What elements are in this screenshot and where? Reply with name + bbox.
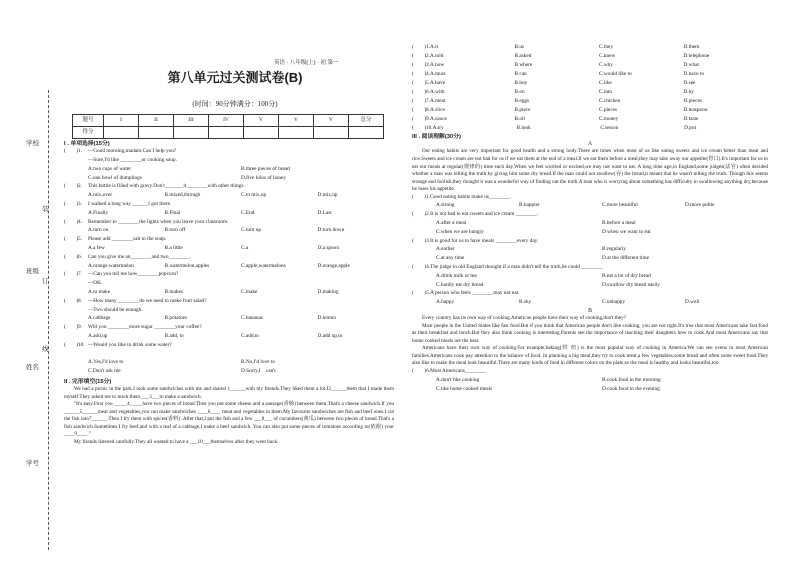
- question-number: 7.: [78, 271, 82, 278]
- answer-option[interactable]: B.three pieces of bread: [241, 165, 290, 172]
- answer-paren[interactable]: ( ): [412, 44, 427, 50]
- score-header-cell: II: [139, 115, 174, 127]
- answer-option[interactable]: D.at the different time: [602, 255, 649, 262]
- score-cell[interactable]: [244, 127, 279, 139]
- question-stem: —Good morning,madam.Can I help you?: [88, 148, 177, 155]
- answer-paren[interactable]: [64, 280, 78, 289]
- answer-option[interactable]: D.them: [683, 44, 700, 50]
- answer-option[interactable]: D.pieces: [683, 98, 702, 104]
- question-stem: I walked a long way ______I got there.: [88, 201, 172, 208]
- option-row: [64, 166, 394, 175]
- answer-option[interactable]: C.into: [598, 89, 613, 95]
- answer-option[interactable]: C.apple,watermelons: [241, 262, 286, 269]
- answer-option[interactable]: A.a few: [88, 245, 105, 251]
- answer-option[interactable]: A.try: [432, 125, 444, 131]
- answer-option[interactable]: B.before a meal: [602, 220, 636, 227]
- passage-b-label: B: [588, 308, 592, 315]
- right-column: [412, 44, 768, 394]
- answer-paren[interactable]: ( ): [412, 116, 427, 122]
- answer-option[interactable]: C.turn up: [241, 227, 262, 234]
- answer-paren[interactable]: ( ): [64, 218, 79, 225]
- answer-option[interactable]: B.where: [514, 62, 533, 68]
- answer-option[interactable]: D.mix,up: [317, 192, 338, 199]
- question-stem: [88, 351, 394, 360]
- question-stem: —Sure,I'd like ________or cooking soup.: [88, 157, 177, 164]
- option-row: [64, 263, 394, 272]
- question-row: [64, 219, 394, 228]
- answer-option[interactable]: C.unhappy: [602, 299, 626, 306]
- question-number: 5.: [78, 236, 82, 243]
- cloze-paragraph: My friends listened carefully.They all wanted to have a ___10___themselves after they went back.: [74, 438, 279, 445]
- answer-option[interactable]: A.Yes,I'd love to: [88, 359, 124, 366]
- question-number: 7.: [426, 98, 430, 104]
- answer-option[interactable]: B.shy: [519, 299, 532, 306]
- score-cell[interactable]: [349, 127, 384, 139]
- answer-option[interactable]: B.piece: [514, 107, 531, 113]
- answer-option[interactable]: C.knew: [598, 53, 616, 59]
- binding-label-name: 姓名: [26, 364, 39, 371]
- answer-option[interactable]: A.sauce: [429, 116, 447, 122]
- answer-option[interactable]: A.how: [429, 62, 445, 68]
- option-row: [412, 202, 768, 211]
- answer-option[interactable]: D.add up,to: [317, 332, 343, 339]
- answer-option[interactable]: C.like: [598, 80, 612, 86]
- question-number: 9.: [426, 116, 430, 122]
- answer-option[interactable]: A.earlier: [436, 246, 455, 253]
- question-row: [64, 324, 394, 333]
- answer-option[interactable]: D.cook food in the evening: [602, 385, 660, 392]
- reading-question: ( )4.The judge in old England thought if a man didn't tell the truth,he could ________: [412, 264, 603, 271]
- answer-paren[interactable]: ( ): [64, 183, 79, 190]
- passage-b-questions: [412, 368, 768, 394]
- answer-option[interactable]: D.by: [683, 89, 694, 95]
- answer-paren[interactable]: ( ): [64, 201, 79, 208]
- answer-paren[interactable]: ( ): [412, 53, 427, 59]
- option-row: [64, 359, 394, 368]
- answer-option[interactable]: B.eggs: [514, 98, 530, 104]
- answer-paren[interactable]: ( ): [412, 62, 427, 68]
- answer-option[interactable]: D.see: [683, 80, 696, 86]
- question-row: [64, 280, 394, 289]
- reading-question: ( )5.A person who feels ________may not eat.: [412, 290, 520, 297]
- answer-option[interactable]: B.eat a lot of dry bread: [602, 272, 651, 279]
- answer-paren[interactable]: ( ): [64, 148, 79, 155]
- answer-option[interactable]: B.cook food in the morning: [602, 376, 661, 383]
- answer-option[interactable]: C.Don't ask me: [88, 368, 121, 375]
- answer-option[interactable]: A.add,up: [88, 332, 108, 339]
- question-stem: —How many ________do we need to make fruit salad?: [88, 297, 207, 304]
- left-column: [64, 141, 394, 446]
- answer-option[interactable]: A.told: [429, 53, 444, 59]
- score-header-cell: I: [104, 115, 139, 127]
- question-number: 4.: [426, 71, 430, 77]
- question-stem: —Two should be enough.: [88, 306, 143, 313]
- answer-option[interactable]: D.Sorry,I can't: [241, 368, 276, 375]
- binding-label-ding: 订: [42, 278, 49, 285]
- option-row: [64, 315, 394, 324]
- cloze-options: [430, 89, 768, 98]
- answer-option[interactable]: B.us: [514, 44, 525, 50]
- answer-paren[interactable]: ( ): [412, 107, 427, 113]
- answer-option[interactable]: A.meat: [429, 98, 446, 104]
- answer-option[interactable]: C.add,to: [241, 332, 259, 339]
- passage-b-paragraph: Every country has its own way of cooking.American people have their way of cooking,don't they?: [422, 315, 627, 322]
- question-row: [64, 157, 394, 166]
- answer-option[interactable]: D.when we want to eat: [602, 228, 651, 235]
- answer-option[interactable]: A.with: [429, 89, 445, 95]
- score-header-cell: 总分: [349, 115, 384, 127]
- answer-option[interactable]: B.mixed,through: [164, 192, 201, 199]
- option-row: [64, 192, 394, 201]
- cloze-choice-row: [412, 89, 768, 98]
- answer-option[interactable]: D.what: [683, 62, 699, 68]
- answer-paren[interactable]: ( ): [64, 341, 79, 348]
- score-header-cell: IV: [209, 115, 244, 127]
- question-row: [64, 183, 394, 192]
- cloze-choice-row: [412, 53, 768, 62]
- answer-option[interactable]: B.turn off: [164, 227, 186, 234]
- passage-a-questions: [412, 194, 768, 308]
- question-number: 5.: [426, 80, 430, 86]
- answer-option[interactable]: C.make: [241, 288, 258, 295]
- question-number: 8.: [78, 297, 82, 304]
- answer-option[interactable]: D.telephone: [683, 53, 710, 59]
- answer-option[interactable]: B.Final: [164, 209, 181, 216]
- answer-option[interactable]: B.asked: [514, 53, 532, 59]
- question-row: [64, 236, 394, 245]
- score-header-cell: III: [174, 115, 209, 127]
- answer-option[interactable]: A.two cups of water: [88, 165, 131, 172]
- answer-option[interactable]: B.buy: [514, 80, 528, 86]
- score-header-cell: V: [279, 115, 314, 127]
- answer-paren[interactable]: ( ): [412, 71, 427, 77]
- answer-paren[interactable]: ( ): [412, 80, 427, 86]
- binding-label-school: 学校: [26, 140, 39, 147]
- cloze-choice-row: [412, 125, 768, 134]
- answer-option[interactable]: A.slice: [429, 107, 445, 113]
- question-stem: —Can you tell me how________popcorn?: [88, 271, 179, 278]
- cloze-choice-row: [412, 44, 768, 53]
- answer-option[interactable]: A.must: [429, 71, 446, 77]
- answer-option[interactable]: B.happier: [519, 202, 540, 209]
- time-score-line: (时间：90分钟满分：100分): [192, 100, 278, 108]
- option-row: [412, 229, 768, 238]
- passage-a-label: A: [587, 141, 593, 148]
- cloze-options: [430, 116, 768, 125]
- answer-paren[interactable]: ( ): [412, 89, 427, 95]
- answer-option[interactable]: C.a: [241, 245, 249, 251]
- option-row: [64, 245, 394, 254]
- answer-option[interactable]: D.more polite: [685, 202, 715, 209]
- question-row: [64, 271, 394, 280]
- question-row: [64, 342, 394, 351]
- answer-option[interactable]: A.have: [429, 80, 446, 86]
- binding-label-xian: 线: [42, 346, 49, 353]
- question-stem: Remember to ________the lights when you leave your classroom.: [88, 218, 229, 225]
- answer-option[interactable]: D.lemon: [317, 315, 336, 322]
- cloze-paragraph: We had a picnic in the park.I took some sandwiches with me and shared 1______with my friends.They liked them a lot.I2______them that I made them myself.They asked me to teach them ___3___to make a sandwich.: [64, 386, 394, 400]
- answer-option[interactable]: B.makes: [164, 288, 183, 295]
- section2-title: II . 完形填空(15分): [64, 378, 112, 385]
- answer-option[interactable]: C.more beautiful: [602, 202, 638, 209]
- question-number: 6.: [78, 253, 82, 260]
- answer-option[interactable]: A.it: [429, 44, 439, 50]
- answer-option[interactable]: B.regularly: [602, 246, 626, 253]
- question-number: 2.: [426, 53, 430, 59]
- exam-title: 第八单元过关测试卷(B): [167, 70, 303, 85]
- answer-option[interactable]: D.teaspoon: [683, 107, 708, 113]
- question-stem: Will you ________more sugar ________your coffee?: [88, 324, 202, 331]
- answer-paren[interactable]: ( ): [64, 236, 79, 243]
- answer-option[interactable]: B.can: [514, 71, 527, 77]
- score-table-header-row: [73, 115, 384, 127]
- answer-option[interactable]: B.a little: [164, 245, 183, 251]
- answer-option[interactable]: B.oil: [514, 116, 525, 122]
- answer-option[interactable]: D.well: [685, 299, 700, 306]
- cloze-options: [430, 98, 768, 107]
- question-number: 1.: [426, 44, 430, 50]
- answer-option[interactable]: A.strong: [436, 202, 455, 209]
- answer-option[interactable]: A.after a meal: [436, 220, 467, 227]
- answer-option[interactable]: C.bananas: [241, 315, 263, 322]
- score-cell[interactable]: [314, 127, 349, 139]
- answer-option[interactable]: D.taste: [683, 116, 699, 122]
- question-number: 1.: [78, 148, 82, 155]
- answer-option[interactable]: A.happy: [436, 299, 455, 306]
- answer-option[interactable]: C.hardly eat dry bread: [436, 281, 484, 288]
- question-stem: —Would you like to drink some water?: [88, 341, 172, 348]
- cloze-choice-row: [412, 80, 768, 89]
- cloze-options: [430, 80, 768, 89]
- answer-option[interactable]: C.they: [598, 44, 613, 50]
- cloze-choice-row: [412, 62, 768, 71]
- answer-option[interactable]: C.would like to: [598, 71, 632, 77]
- answer-option[interactable]: C.End: [241, 209, 255, 216]
- answer-paren[interactable]: [64, 157, 78, 166]
- question-stem: This bottle is filled with gravy.Don't_______it________with other things.: [88, 183, 245, 190]
- answer-option[interactable]: D.pot: [684, 125, 697, 131]
- answer-option[interactable]: B.add, to: [164, 332, 184, 339]
- answer-option[interactable]: D.turn down: [317, 227, 345, 234]
- reading-question: ( )1.Good eating habits make us________.: [412, 193, 512, 200]
- answer-option[interactable]: A.turn on: [88, 227, 109, 234]
- cloze-options: [430, 71, 768, 80]
- option-row: [64, 368, 394, 377]
- cloze-choice-row: [412, 98, 768, 107]
- answer-option[interactable]: B.potatoes: [164, 315, 188, 322]
- question-number: 9.: [78, 324, 82, 331]
- option-row: [64, 333, 394, 342]
- question-number: 2.: [78, 183, 82, 190]
- score-cell[interactable]: [139, 127, 174, 139]
- question-row: [64, 298, 394, 307]
- answer-paren[interactable]: ( ): [64, 253, 79, 260]
- question-row: [64, 351, 394, 360]
- answer-option[interactable]: B.watermelon,apples: [164, 262, 210, 269]
- question-number: 10.: [78, 341, 85, 348]
- score-cell[interactable]: [209, 127, 244, 139]
- passage-a-text: Our eating habits are very important for good health and a strong body.There are times when most of us like eating sweets and ice cream better than meat and rice.Sweets and ice cream are not bad for us if we eat them at the end of a meal.If we eat them before a meal,they may take away our appetite(胃口).It's important for us to eat our meals at regular(规律的) time each day.When we feel worried or excited,we may not want to eat. A long time ago,in England,some judges(法官) often decided whether a man was telling the truth by giving him some dry bread.If the man could not swallow(吞) the bread,it meant that he wasn't telling the truth. Though this seems strange and foolish,they thought it was a wonderful way of finding out the truth.A man who is worrying about something has difficulty in swallowing anything dry,because he loses his appetite.: [412, 148, 768, 193]
- answer-option[interactable]: C.one bowl of dumplings: [88, 174, 142, 181]
- answer-paren[interactable]: ( ): [64, 271, 79, 278]
- cloze-choice-row: [412, 107, 768, 116]
- passage-b-paragraph: Americans have their own way of cooking.For example,baking(烘 焙) is the most popular way of cooking in America.We can see ovens in most American families.Americans cook pay attention to the balance of food. In planning a big meal,they try to cook meat,a few vegetables,some bread and often some sweet food.They also like to make the meal look beautiful.There are many kinds of food in different colors on the plate,so the meal is healthy and looks beautiful,too: [412, 345, 768, 367]
- cloze-options: [430, 53, 768, 62]
- score-header-cell: 题号: [73, 115, 104, 127]
- score-header-cell: V: [314, 115, 349, 127]
- score-table: [72, 114, 384, 139]
- section3-title: III . 阅读理解(30分): [412, 134, 461, 140]
- question-row: [64, 254, 394, 263]
- exam-subtitle: 英语 · 八年级(上) · 初 第一: [274, 60, 339, 66]
- option-row: [412, 299, 768, 308]
- answer-option[interactable]: C.why: [598, 62, 613, 68]
- answer-option[interactable]: B.look: [516, 125, 531, 131]
- question-number: 4.: [78, 218, 82, 225]
- reading-question: ( )2.It is not bad to eat sweets and ice cream ________.: [412, 211, 539, 218]
- score-header-cell: V: [244, 115, 279, 127]
- answer-option[interactable]: C.when we are hungry: [436, 228, 484, 235]
- answer-paren[interactable]: [64, 351, 78, 360]
- question-number: [78, 157, 88, 166]
- cloze-options: [430, 62, 768, 71]
- answer-option[interactable]: C.chicken: [598, 98, 621, 104]
- cloze-options: [430, 44, 768, 53]
- answer-paren[interactable]: [64, 307, 78, 316]
- section2-passage: [64, 386, 394, 446]
- score-table-score-row: [73, 127, 384, 139]
- answer-option[interactable]: B.on: [514, 89, 525, 95]
- answer-option[interactable]: A.Finally: [88, 209, 109, 216]
- binding-label-number: 学号: [26, 460, 39, 467]
- reading-question: ( )6.Most Americans________: [412, 367, 487, 374]
- answer-option[interactable]: C.money: [598, 116, 619, 122]
- passage-b-paragraph: Most people in the United States like fast food.But if you think that American people don't like cooking, you are not right.It's true that most Americans take fast food as their breakfast and lunch.But they also think cooking is interesting.Parents see the importance of teaching their daughters how to cook.And most Americans say that home cooked meals are the best.: [412, 322, 768, 344]
- question-row: [64, 201, 394, 210]
- question-number: 3.: [78, 201, 82, 208]
- score-cell[interactable]: [174, 127, 209, 139]
- option-row: [64, 227, 394, 236]
- question-stem: Please add ________salt to the soup.: [88, 236, 167, 243]
- passage-b-text: [412, 315, 768, 368]
- answer-paren[interactable]: ( ): [412, 98, 427, 104]
- score-cell[interactable]: [279, 127, 314, 139]
- section1-questions: [64, 148, 394, 377]
- question-number: [78, 351, 88, 360]
- question-stem: —OK.: [88, 280, 103, 287]
- section2-choices: [412, 44, 768, 134]
- answer-option[interactable]: A.mix,over: [88, 192, 113, 199]
- answer-option[interactable]: C.at any time: [436, 255, 465, 262]
- answer-option[interactable]: D.orange,apple: [317, 262, 350, 269]
- binding-label-class: 班级: [26, 268, 39, 275]
- question-number: 8.: [426, 107, 430, 113]
- option-row: [412, 377, 768, 386]
- answer-option[interactable]: D.making: [317, 288, 339, 295]
- cloze-choice-row: [412, 71, 768, 80]
- option-row: [64, 210, 394, 219]
- option-row: [412, 386, 768, 395]
- answer-option[interactable]: A.cabbage: [88, 315, 111, 322]
- answer-option[interactable]: A.orange,watermelon: [88, 262, 134, 269]
- answer-option[interactable]: D.have to: [683, 71, 705, 77]
- score-cell[interactable]: [104, 127, 139, 139]
- answer-paren[interactable]: ( ): [412, 125, 427, 131]
- answer-option[interactable]: D.five kilos of honey: [241, 174, 287, 181]
- option-row: [412, 273, 768, 282]
- question-number: [78, 307, 88, 316]
- option-row: [412, 246, 768, 255]
- question-number: 6.: [426, 89, 430, 95]
- question-number: [78, 280, 88, 289]
- answer-option[interactable]: A.drink milk or tea: [436, 272, 477, 279]
- option-row: [412, 255, 768, 264]
- question-number: 10.: [426, 125, 433, 131]
- answer-paren[interactable]: ( ): [64, 324, 79, 331]
- cloze-paragraph: "It's easy.First you _____4_____have two pieces of bread.Then you put some cheese and a sausage(香肠) between them.That's a cheese sandwich.If you ______5______meat and vegetables,you can make sandwiches ____6____ meat and vegetables in them.My favourite sandwiches are fish and beef ones.I cut the fish into7______.Then I fry them with spices(香料) .After that,I put the fish and a few ___8___ of cucumbers(黄瓜) between two pieces of bread.That's a fish sandwich.Sometimes I fry beef,and with a leaf of a cabbage,I make a beef sandwich. You can also put some pieces of tomatoes according to(依据) your ____9____.": [64, 401, 394, 438]
- answer-option[interactable]: C.lesson: [600, 125, 619, 131]
- score-row-label: 得分: [73, 127, 104, 139]
- answer-option[interactable]: C.to mix,up: [241, 192, 267, 199]
- question-stem: Can you give me an________and two________.: [88, 253, 191, 260]
- cloze-options: [433, 125, 768, 134]
- answer-option[interactable]: C.like home cooked meals: [436, 385, 493, 392]
- cloze-options: [430, 107, 768, 116]
- question-row: [64, 148, 394, 157]
- option-row: [412, 220, 768, 229]
- answer-option[interactable]: D.Last: [317, 209, 332, 216]
- answer-option[interactable]: B.No,I'd love to: [241, 359, 275, 366]
- answer-option[interactable]: C.pieces: [598, 107, 618, 113]
- answer-option[interactable]: D.a spoon: [317, 245, 339, 251]
- option-row: [64, 289, 394, 298]
- section1-title: I . 单项选择(15分): [64, 141, 110, 147]
- binding-label-zhuang: 装: [42, 206, 49, 213]
- answer-option[interactable]: A.to make: [88, 288, 111, 295]
- option-row: [64, 175, 394, 184]
- binding-dashed-line: [48, 90, 49, 550]
- answer-paren[interactable]: ( ): [64, 297, 79, 304]
- question-row: [64, 307, 394, 316]
- answer-option[interactable]: D.swallow dry bread easily: [602, 281, 660, 288]
- answer-option[interactable]: A.don't like cooking: [436, 376, 480, 383]
- cloze-choice-row: [412, 116, 768, 125]
- question-number: 3.: [426, 62, 430, 68]
- reading-question: ( )3.It is good for us to have meals ________every day.: [412, 237, 539, 244]
